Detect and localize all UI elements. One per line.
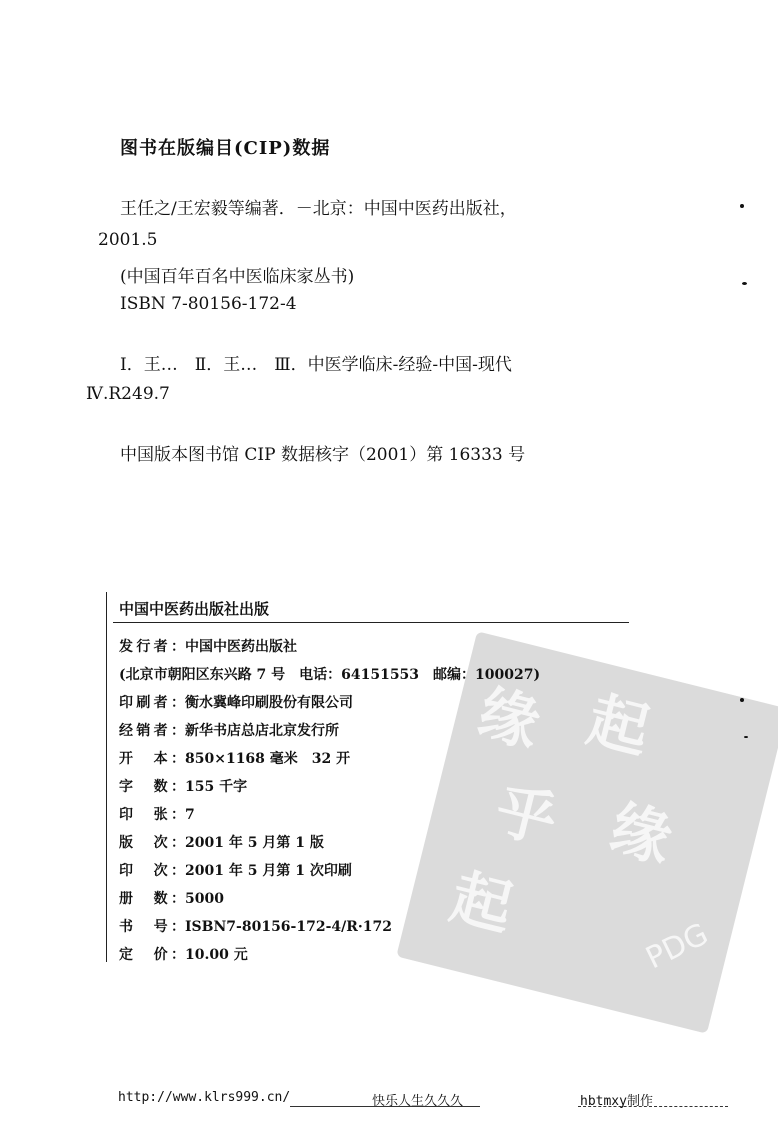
row-address: (北京市朝阳区东兴路 7 号 电话：64151553 邮编：100027) xyxy=(119,667,541,683)
row-copies: 册 数：5000 xyxy=(119,891,224,907)
cip-date: 2001.5 xyxy=(98,230,158,250)
publisher-header: 中国中医药出版社出版 xyxy=(119,600,270,618)
scan-speck xyxy=(740,204,744,208)
cip-classification: Ⅰ．王… Ⅱ．王… Ⅲ．中医学临床-经验-中国-现代 xyxy=(120,355,512,375)
footer-url[interactable]: http://www.klrs999.cn/ xyxy=(118,1090,291,1105)
cip-class-number: Ⅳ.R249.7 xyxy=(86,384,170,404)
footer-slogan: 快乐人生久久久 xyxy=(372,1094,464,1109)
row-impression: 印 次：2001 年 5 月第 1 次印刷 xyxy=(119,863,352,879)
row-edition: 版 次：2001 年 5 月第 1 版 xyxy=(119,835,324,851)
row-word-count: 字 数：155 千字 xyxy=(119,779,248,795)
row-printer: 印刷者：衡水冀峰印刷股份有限公司 xyxy=(119,695,353,711)
cip-series: (中国百年百名中医临床家丛书) xyxy=(120,267,355,287)
header-divider xyxy=(113,622,629,623)
scan-speck xyxy=(742,282,747,285)
cip-record-number: 中国版本图书馆 CIP 数据核字（2001）第 16333 号 xyxy=(120,445,526,465)
seal-pdg-mark: PDG xyxy=(640,916,714,977)
cip-isbn: ISBN 7-80156-172-4 xyxy=(120,294,297,314)
publication-info-box xyxy=(106,592,629,962)
scan-speck xyxy=(744,736,748,738)
footer-credit: hbtmxy制作 xyxy=(580,1094,653,1109)
row-price: 定 价：10.00 元 xyxy=(119,947,248,963)
scan-speck xyxy=(740,698,744,702)
seal-char: 乎 xyxy=(488,775,564,858)
seal-char: 起 xyxy=(443,862,520,945)
row-dealer: 经销者：新华书店总店北京发行所 xyxy=(119,723,339,739)
seal-char: 起 xyxy=(580,685,657,768)
row-distributor: 发行者：中国中医药出版社 xyxy=(119,639,297,655)
row-book-number: 书 号：ISBN7-80156-172-4/R·172 xyxy=(119,919,392,935)
row-printed-sheets: 印 张：7 xyxy=(119,807,195,823)
footer-rule xyxy=(290,1106,480,1107)
seal-char: 缘 xyxy=(471,678,547,761)
cip-author-publisher: 王任之/王宏毅等编著．－北京：中国中医药出版社， xyxy=(120,199,517,219)
footer-rule xyxy=(578,1106,728,1107)
row-format: 开 本：850×1168 毫米 32 开 xyxy=(119,751,351,767)
cip-title: 图书在版编目(CIP)数据 xyxy=(120,138,331,159)
seal-char: 缘 xyxy=(603,793,679,877)
